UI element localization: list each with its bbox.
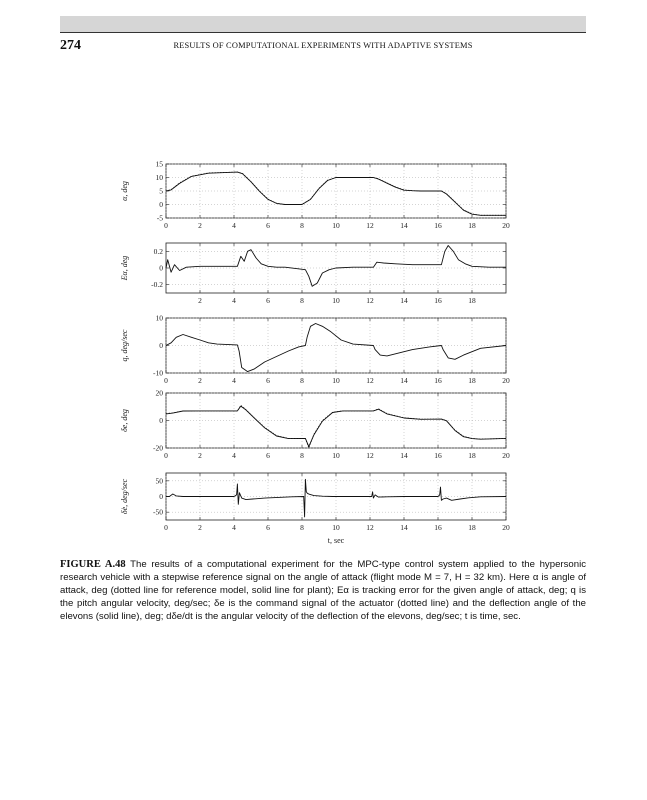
panel-3-x-tick-label: 14 — [400, 376, 408, 385]
running-head: RESULTS OF COMPUTATIONAL EXPERIMENTS WITH ADAPTIVE SYSTEMS — [173, 41, 473, 50]
panel-4-y-tick-label: -20 — [153, 443, 163, 453]
panel-4-x-tick-label: 18 — [468, 451, 476, 460]
panel-2-series-tracking-error — [166, 246, 506, 287]
panel-5-x-tick-label: 0 — [164, 523, 168, 532]
panel-1-x-tick-label: 10 — [332, 221, 340, 230]
panel-4-x-tick-label: 2 — [198, 451, 202, 460]
panel-3-x-tick-label: 4 — [232, 376, 236, 385]
panel-4-x-tick-label: 6 — [266, 451, 270, 460]
panel-1-y-tick-label: 0 — [159, 200, 163, 209]
panel-5-x-tick-label: 4 — [232, 523, 236, 532]
panel-1-x-tick-label: 16 — [434, 221, 442, 230]
panel-3-y-tick-label: -10 — [153, 368, 163, 378]
panel-1-y-tick-label: 10 — [155, 173, 163, 182]
panel-2-y-axis-label: Eα, deg — [120, 255, 129, 281]
panel-3-x-tick-label: 0 — [164, 376, 168, 385]
panel-4-y-tick-label: 20 — [155, 388, 163, 398]
panel-1-series-reference-model — [166, 172, 506, 215]
page-number: 274 — [60, 38, 81, 53]
panel-5-x-axis-label: t, sec — [327, 536, 345, 545]
panel-3-x-tick-label: 10 — [332, 376, 340, 385]
panel-4-x-tick-label: 10 — [332, 451, 340, 460]
panel-1-x-tick-label: 12 — [366, 221, 374, 230]
panel-5-x-tick-label: 20 — [502, 523, 510, 532]
panel-4-x-tick-label: 4 — [232, 451, 236, 460]
panel-5-x-tick-label: 16 — [434, 523, 442, 532]
panel-2-y-tick-label: 0 — [159, 263, 163, 273]
panel-1-series-plant — [166, 172, 506, 215]
panel-1-x-tick-label: 4 — [232, 221, 236, 230]
panel-3-x-tick-label: 8 — [300, 376, 304, 385]
panel-5-x-tick-label: 2 — [198, 523, 202, 532]
panel-2-x-tick-label: 4 — [232, 296, 236, 305]
panel-4-x-tick-label: 20 — [502, 451, 510, 460]
panel-3-x-tick-label: 12 — [366, 376, 374, 385]
panel-2-x-tick-label: 12 — [366, 296, 374, 305]
panel-3-x-tick-label: 2 — [198, 376, 202, 385]
panel-1-x-tick-label: 0 — [164, 221, 168, 230]
panel-1-x-tick-label: 6 — [266, 221, 270, 230]
panel-1-y-tick-label: -5 — [156, 213, 163, 223]
panel-5-x-tick-label: 12 — [366, 523, 374, 532]
panel-4-x-tick-label: 14 — [400, 451, 408, 460]
panel-4-x-tick-label: 0 — [164, 451, 168, 460]
panel-2-x-tick-label: 14 — [400, 296, 408, 305]
panel-4-x-tick-label: 12 — [366, 451, 374, 460]
panel-4-y-tick-label: 0 — [159, 416, 163, 425]
panel-1-x-tick-label: 18 — [468, 221, 476, 230]
panel-5-y-axis-label: δ̇e, deg/sec — [120, 478, 129, 515]
panel-3-x-tick-label: 18 — [468, 376, 476, 385]
figure-label: FIGURE A.48 — [60, 559, 126, 570]
panel-3-x-tick-label: 6 — [266, 376, 270, 385]
panel-1-x-tick-label: 14 — [400, 221, 408, 230]
figure-caption-text: The results of a computational experiment for the MPC-type control system applied to the hypersonic research vehicle with a stepwise reference signal on the angle of attack (flight mode M = 7, H = 32 km). Here α is angle of attack, deg (dotted line for reference model, solid line for plant); Eα is tracking error for the given angle of attack, deg; q is the pitch angular velocity, deg/sec; δe is the command signal of the actuator (dotted line) and the deflection angle of the elevons (solid line), deg; dδe/dt is the angular velocity of the deflection of the elevons, deg/sec; t is time, sec. — [60, 559, 586, 622]
panel-3-x-tick-label: 20 — [502, 376, 510, 385]
panel-5-x-tick-label: 8 — [300, 523, 304, 532]
panel-2-x-tick-label: 6 — [266, 296, 270, 305]
panel-3-y-tick-label: 10 — [155, 313, 163, 323]
panel-3-y-axis-label: q, deg/sec — [120, 329, 129, 362]
panel-2-x-tick-label: 8 — [300, 296, 304, 305]
panel-4-x-tick-label: 8 — [300, 451, 304, 460]
panel-5-x-tick-label: 10 — [332, 523, 340, 532]
panel-1-y-tick-label: 5 — [159, 186, 163, 196]
panel-5-x-tick-label: 18 — [468, 523, 476, 532]
panel-2-y-tick-label: -0.2 — [151, 280, 163, 290]
panel-1-y-axis-label: α, deg — [120, 181, 129, 201]
panel-2-x-tick-label: 2 — [198, 296, 202, 305]
panel-2-x-tick-label: 18 — [468, 296, 476, 305]
panel-5-y-tick-label: -50 — [153, 507, 163, 517]
panel-1-x-tick-label: 2 — [198, 221, 202, 230]
panel-2-x-tick-label: 16 — [434, 296, 442, 305]
panel-4-x-tick-label: 16 — [434, 451, 442, 460]
panel-1-x-tick-label: 20 — [502, 221, 510, 230]
panel-5-series-elevon-rate — [166, 479, 506, 517]
panel-1-y-tick-label: 15 — [155, 159, 163, 169]
panel-4-y-axis-label: δe, deg — [120, 409, 129, 432]
panel-5-y-tick-label: 0 — [159, 492, 163, 501]
panel-3-y-tick-label: 0 — [159, 341, 163, 350]
panel-1-x-tick-label: 8 — [300, 221, 304, 230]
panel-5-y-tick-label: 50 — [155, 476, 163, 486]
figure-caption — [60, 558, 586, 623]
panel-2-x-tick-label: 10 — [332, 296, 340, 305]
panel-2-y-tick-label: 0.2 — [153, 246, 163, 256]
panel-5-x-tick-label: 14 — [400, 523, 408, 532]
panel-3-x-tick-label: 16 — [434, 376, 442, 385]
panel-5-x-tick-label: 6 — [266, 523, 270, 532]
